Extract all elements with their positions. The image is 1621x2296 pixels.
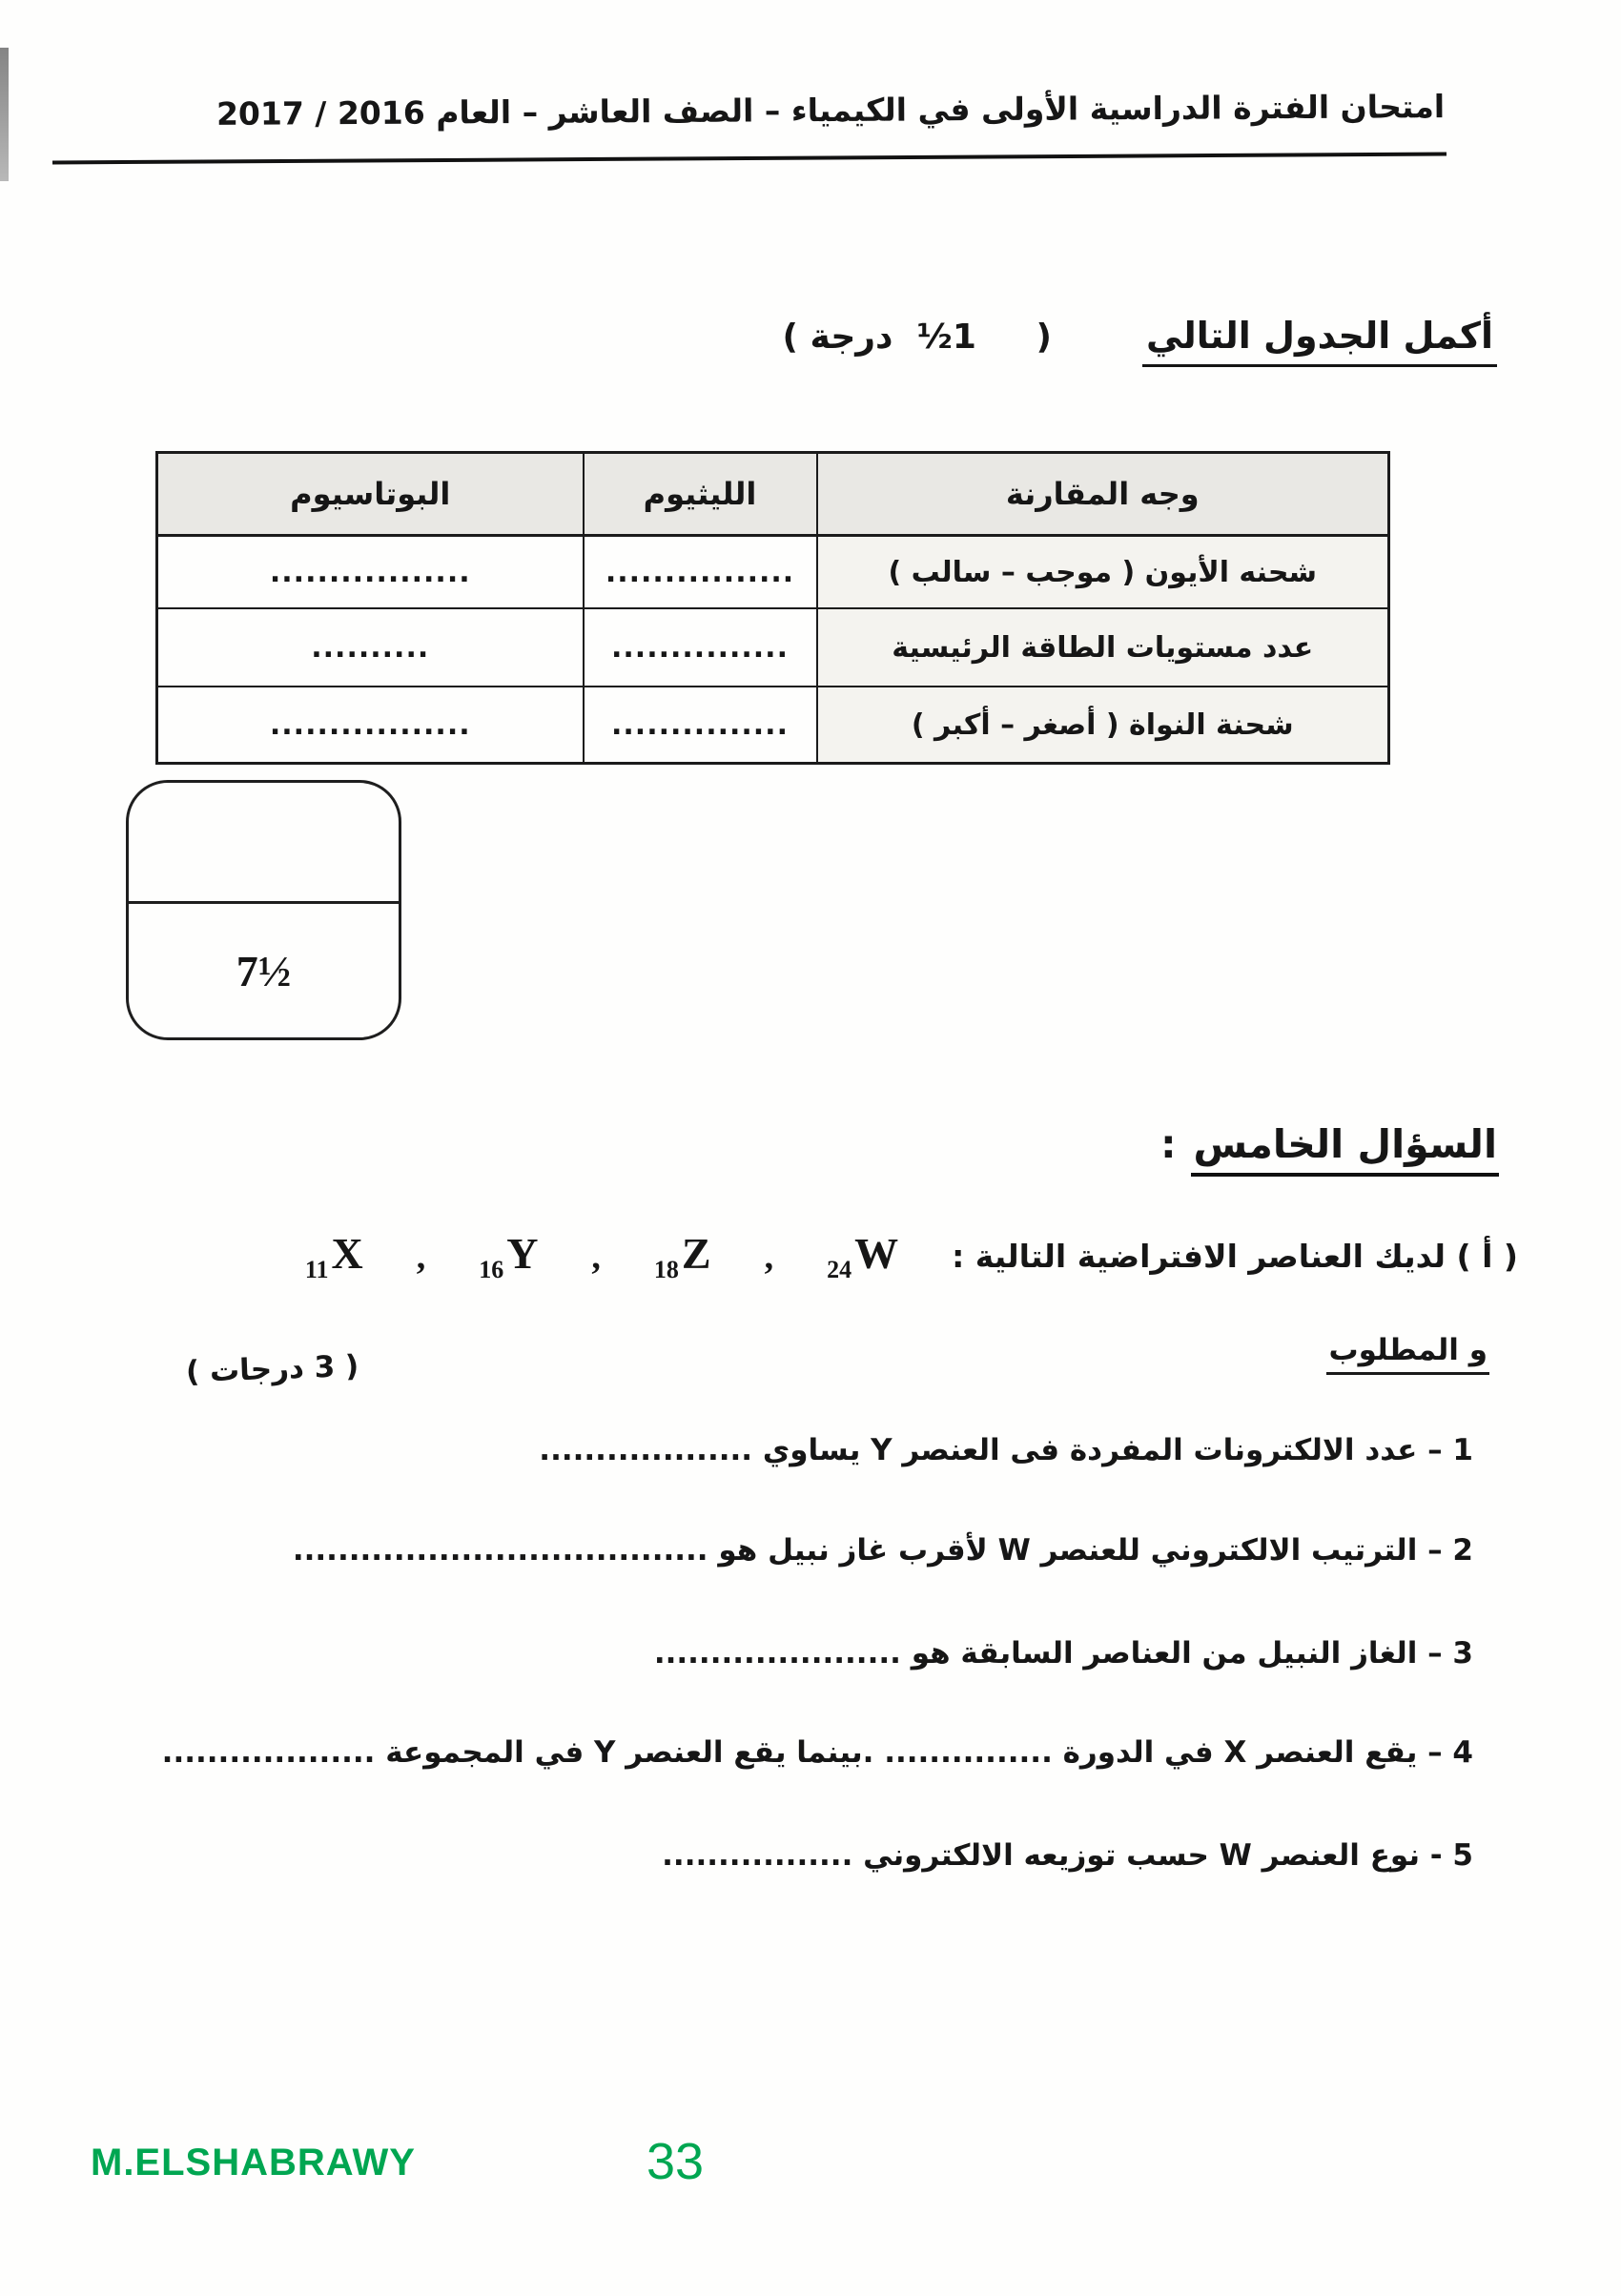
table-row bbox=[157, 536, 1389, 609]
table-title-marks: ( 1½ درجة ) bbox=[782, 318, 1052, 357]
element-atomic-number: 11 bbox=[304, 1256, 329, 1283]
element-separator: , bbox=[591, 1236, 601, 1277]
answer-blank-lithium: ................ bbox=[584, 536, 817, 609]
element-letter: Y bbox=[506, 1229, 539, 1278]
question-item-1: 1 – عدد الالكترونات المفردة فى العنصر Y يساوي ................... bbox=[539, 1433, 1473, 1467]
element-atomic-number: 24 bbox=[827, 1256, 852, 1283]
row-label: عدد مستويات الطاقة الرئيسية bbox=[817, 608, 1389, 687]
table-row bbox=[157, 608, 1389, 687]
row-label: شحنه الأيون ( موجب – سالب ) bbox=[817, 536, 1389, 609]
element-letter: W bbox=[854, 1229, 899, 1278]
page-number: 33 bbox=[646, 2133, 705, 2190]
element-symbol-y bbox=[479, 1228, 538, 1284]
col-header-comparison: وجه المقارنة bbox=[817, 453, 1389, 536]
part-a-elements-line bbox=[305, 1228, 1518, 1284]
question-item-5: 5 - نوع العنصر W حسب توزيعه الالكتروني ................. bbox=[662, 1838, 1473, 1873]
header-underline bbox=[52, 153, 1447, 165]
question-item-2: 2 – الترتيب الالكتروني للعنصر W لأقرب غاز نبيل هو ..................................... bbox=[292, 1533, 1473, 1568]
element-letter: Z bbox=[681, 1229, 711, 1278]
comparison-table bbox=[155, 451, 1390, 765]
answer-blank-potassium: ................. bbox=[157, 536, 584, 609]
score-value: 7½ bbox=[236, 946, 292, 995]
score-box bbox=[126, 780, 401, 1040]
question5-heading-colon: : bbox=[1160, 1121, 1177, 1167]
element-letter: X bbox=[331, 1229, 363, 1278]
element-atomic-number: 18 bbox=[653, 1256, 679, 1283]
question-item-4: 4 – يقع العنصر X في الدورة ............... .بينما يقع العنصر Y في المجموعة ................... bbox=[161, 1735, 1473, 1770]
answer-blank-potassium: ................. bbox=[157, 687, 584, 764]
element-atomic-number: 16 bbox=[479, 1256, 504, 1283]
col-header-potassium: البوتاسيوم bbox=[157, 453, 584, 536]
question5-heading-text: السؤال الخامس bbox=[1191, 1121, 1499, 1177]
table-title: أكمل الجدول التالي bbox=[1142, 315, 1497, 367]
table-header-row bbox=[157, 453, 1389, 536]
author-watermark: M.ELSHABRAWY bbox=[91, 2142, 416, 2183]
part-a-intro: ( أ ) لديك العناصر الافتراضية التالية : bbox=[952, 1238, 1518, 1275]
question5-heading bbox=[1160, 1121, 1499, 1177]
exam-header-title: امتحان الفترة الدراسية الأولى في الكيمياء – الصف العاشر – العام 2016 / 2017 bbox=[215, 88, 1446, 133]
element-separator: , bbox=[764, 1236, 774, 1277]
scan-edge-artifact bbox=[0, 48, 9, 181]
answer-blank-potassium: .......... bbox=[157, 608, 584, 687]
answer-blank-lithium: ............... bbox=[584, 608, 817, 687]
question-item-3: 3 – الغاز النبيل من العناصر السابقة هو ...................... bbox=[653, 1636, 1473, 1671]
table-title-row bbox=[783, 315, 1497, 367]
required-label: و المطلوب bbox=[1326, 1333, 1489, 1375]
element-separator: , bbox=[416, 1236, 426, 1277]
element-symbol-z bbox=[654, 1228, 711, 1284]
answer-blank-lithium: ............... bbox=[584, 687, 817, 764]
table-row bbox=[157, 687, 1389, 764]
element-symbol-w bbox=[827, 1228, 898, 1284]
element-symbol-x bbox=[305, 1228, 363, 1284]
row-label: شحنة النواة ( أصغر – أكبر ) bbox=[817, 687, 1389, 764]
col-header-lithium: الليثيوم bbox=[584, 453, 817, 536]
part-a-marks: ( 3 درجات ) bbox=[185, 1348, 359, 1390]
